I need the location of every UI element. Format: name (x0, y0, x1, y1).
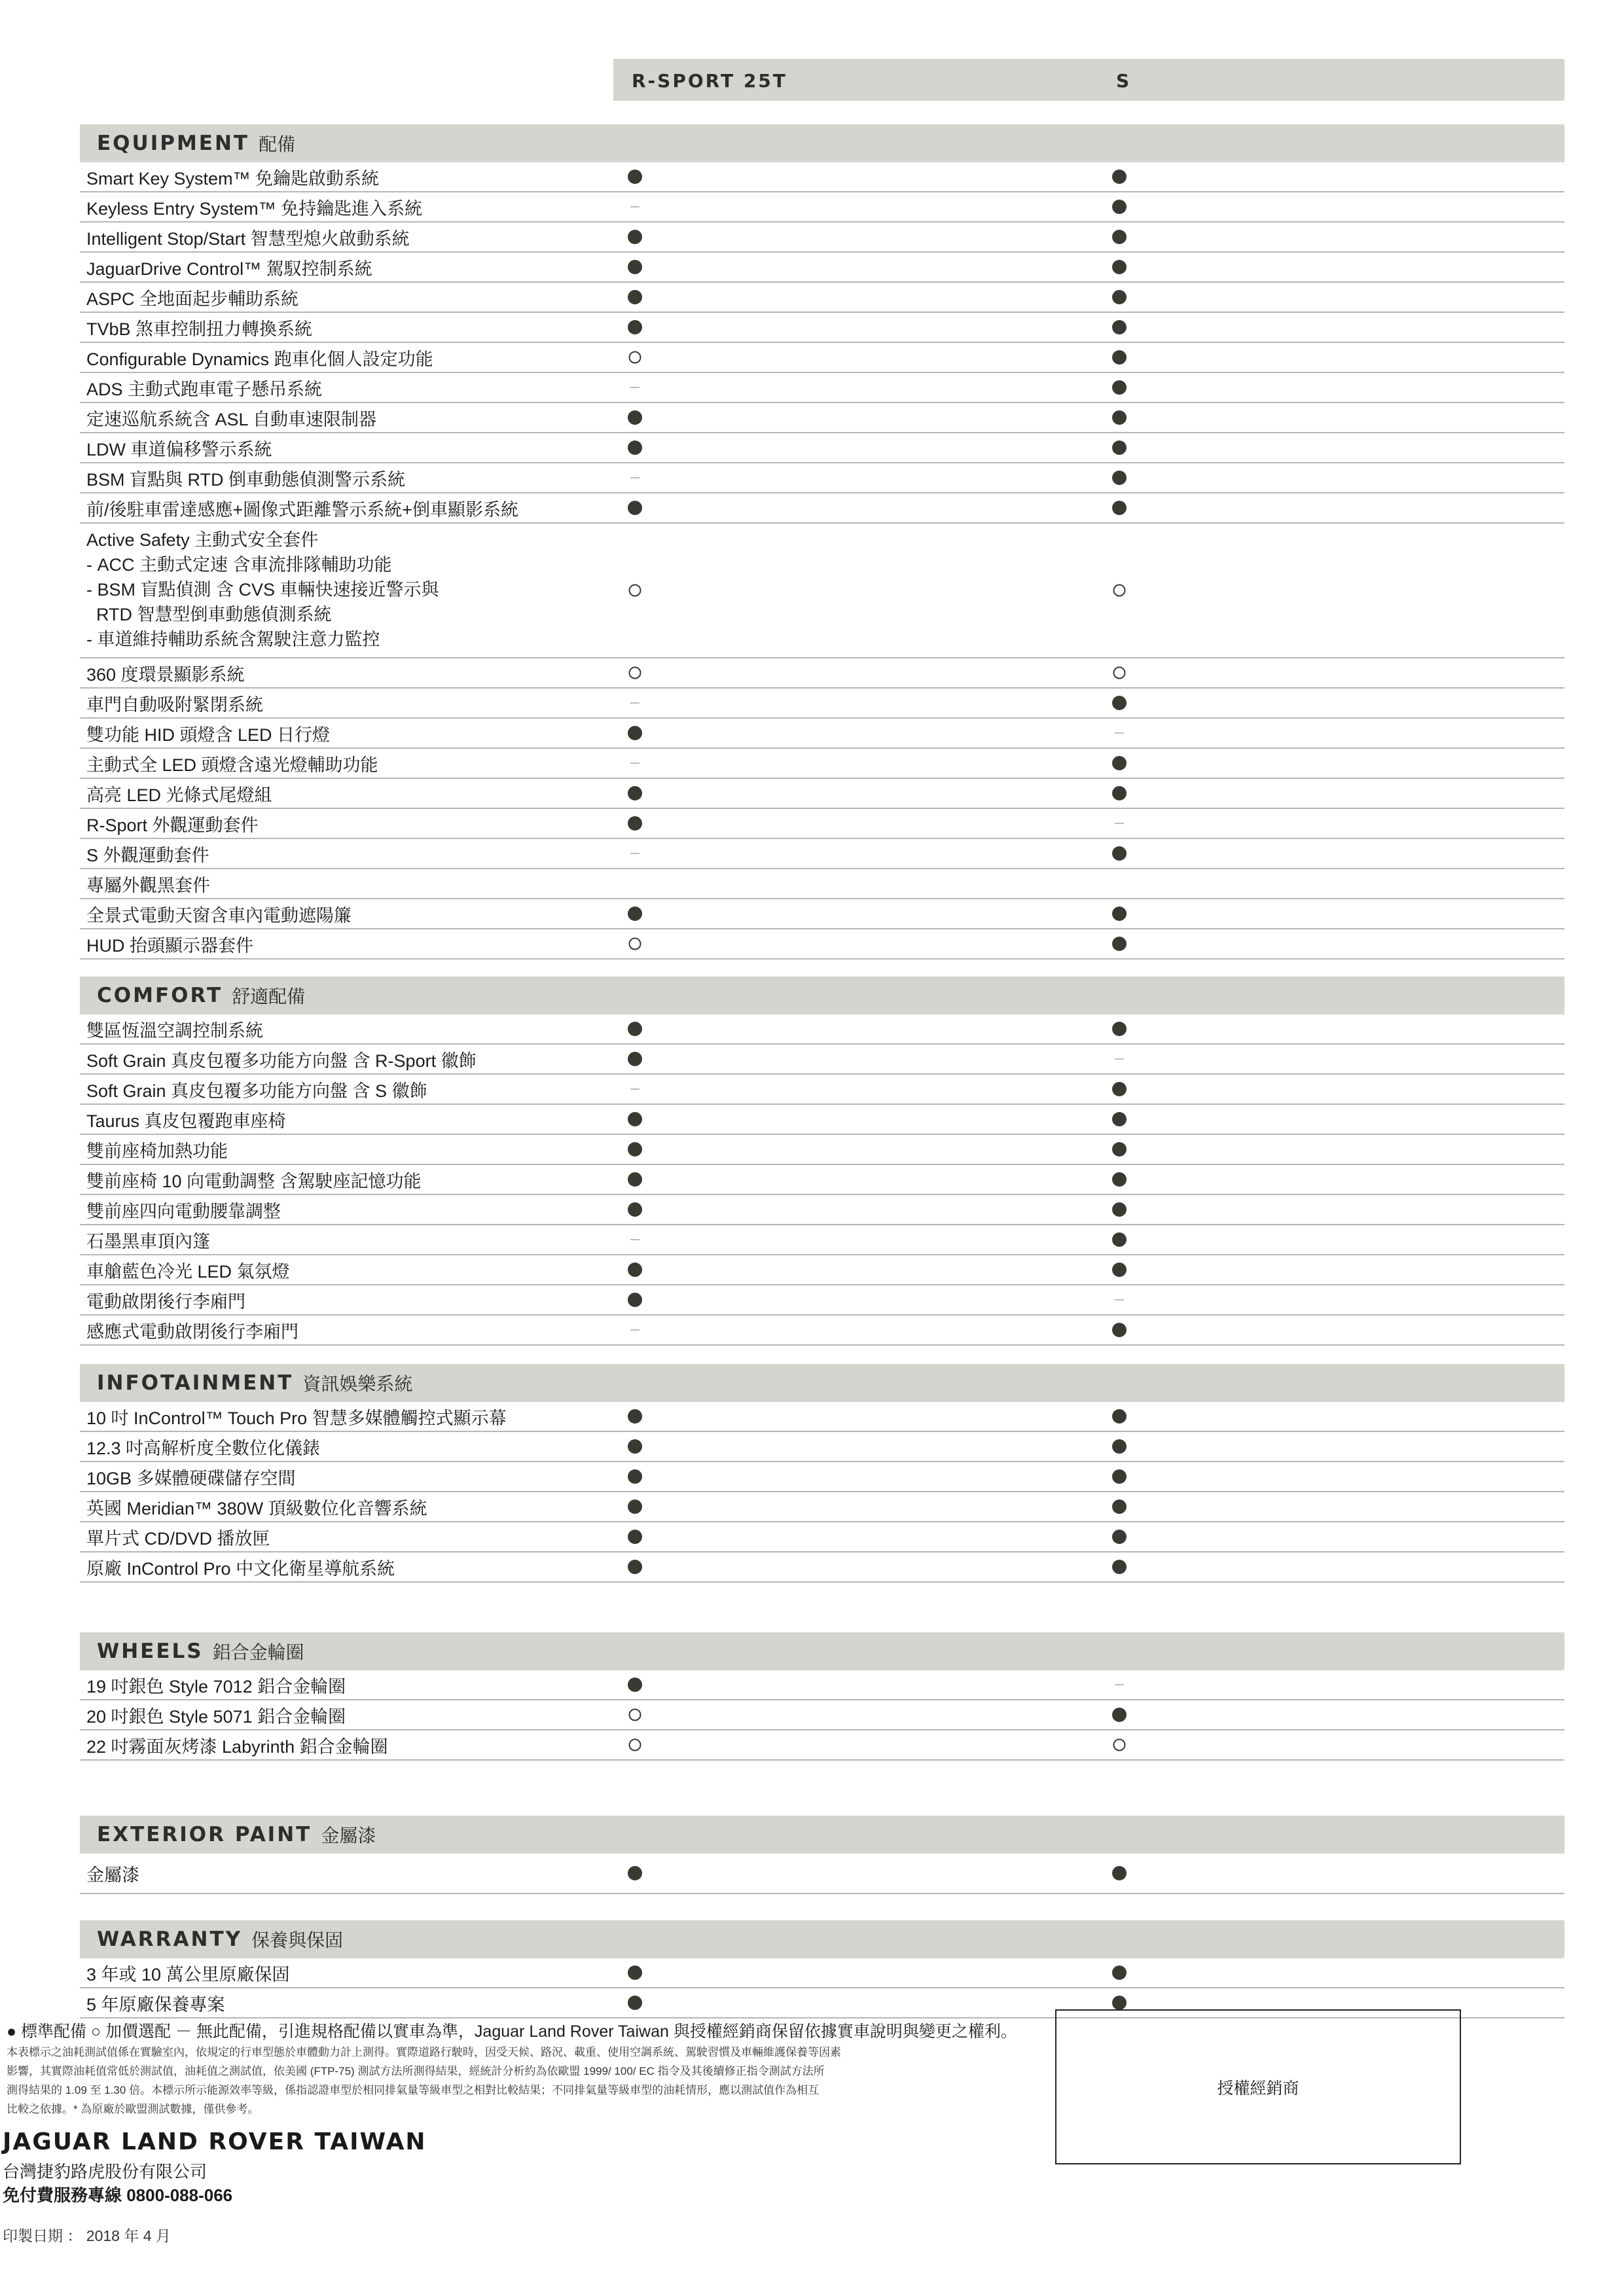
spec-label: 20 吋銀色 Style 5071 鋁合金輪圈 (86, 1706, 346, 1727)
legend-note: ● 標準配備 ○ 加價選配 － 無此配備，引進規格配備以實車為準，Jaguar Land Rover Taiwan 與授權經銷商保留依據實車說明與變更之權利。 (7, 2022, 1017, 2041)
not-available-dash-icon (630, 387, 640, 388)
standard-dot-icon (628, 440, 642, 455)
section-wheels (80, 1632, 1564, 1761)
standard-dot-icon (628, 1499, 642, 1514)
spec-label: 英國 Meridian™ 380W 頂級數位化音響系統 (86, 1498, 427, 1518)
spec-row (80, 162, 1564, 192)
not-available-dash-icon (630, 762, 640, 764)
spec-label: Soft Grain 真皮包覆多功能方向盤 含 R-Sport 徽飾 (86, 1050, 477, 1071)
spec-label: Intelligent Stop/Start 智慧型熄火啟動系統 (86, 228, 410, 249)
spec-row (80, 1958, 1564, 1988)
section-infotainment (80, 1364, 1564, 1583)
section-title-zh: 鋁合金輪圈 (212, 1642, 304, 1662)
standard-dot-icon (628, 1112, 642, 1126)
standard-dot-icon (1112, 1499, 1127, 1514)
spec-label: 10 吋 InControl™ Touch Pro 智慧多媒體觸控式顯示幕 (86, 1408, 507, 1428)
model-r-sport-25t: R-SPORT 25T (632, 70, 787, 92)
standard-dot-icon (628, 816, 642, 831)
spec-label: Taurus 真皮包覆跑車座椅 (86, 1111, 286, 1131)
standard-dot-icon (628, 1530, 642, 1544)
spec-label: 5 年原廠保養專案 (86, 1994, 225, 2015)
spec-row (80, 1670, 1564, 1700)
spec-label: 10GB 多媒體硬碟儲存空間 (86, 1468, 296, 1488)
standard-dot-icon (1112, 290, 1127, 304)
spec-row (80, 1316, 1564, 1346)
standard-dot-icon (1112, 320, 1127, 334)
standard-dot-icon (628, 1022, 642, 1036)
spec-row (80, 283, 1564, 313)
spec-row (80, 433, 1564, 463)
standard-dot-icon (1112, 1866, 1127, 1880)
standard-dot-icon (1112, 380, 1127, 395)
spec-row (80, 929, 1564, 960)
not-available-dash-icon (1115, 1684, 1124, 1685)
spec-label: 全景式電動天窗含車內電動遮陽簾 (86, 905, 352, 925)
spec-row (80, 1165, 1564, 1195)
spec-row (80, 839, 1564, 869)
standard-dot-icon (628, 1469, 642, 1484)
dealer-stamp-box: 授權經銷商 (1055, 2009, 1461, 2164)
standard-dot-icon (1112, 170, 1127, 184)
spec-row (80, 524, 1564, 658)
spec-label: 原廠 InControl Pro 中文化衛星導航系統 (86, 1558, 395, 1579)
option-circle-icon (1113, 667, 1126, 679)
standard-dot-icon (628, 1142, 642, 1157)
standard-dot-icon (628, 1439, 642, 1454)
section-paint (80, 1816, 1564, 1894)
standard-dot-icon (628, 1866, 642, 1880)
standard-dot-icon (1112, 1469, 1127, 1484)
spec-label: R-Sport 外觀運動套件 (86, 815, 259, 835)
spec-row (80, 1135, 1564, 1165)
not-available-dash-icon (630, 1088, 640, 1090)
spec-row (80, 1195, 1564, 1225)
brand-name: JAGUAR LAND ROVER TAIWAN (3, 2128, 427, 2155)
standard-dot-icon (1112, 1409, 1127, 1424)
spec-row (80, 192, 1564, 223)
spec-label: 主動式全 LED 頭燈含遠光燈輔助功能 (86, 755, 378, 775)
spec-label: 金屬漆 (86, 1865, 139, 1885)
not-available-dash-icon (630, 853, 640, 854)
not-available-dash-icon (1115, 1299, 1124, 1300)
spec-row (80, 689, 1564, 719)
standard-dot-icon (1112, 937, 1127, 951)
company-name: 台灣捷豹路虎股份有限公司 (3, 2162, 208, 2181)
not-available-dash-icon (630, 477, 640, 478)
section-header (80, 977, 1564, 1014)
standard-dot-icon (1112, 1232, 1127, 1247)
not-available-dash-icon (630, 1329, 640, 1331)
spec-row (80, 1402, 1564, 1432)
standard-dot-icon (1112, 906, 1127, 921)
section-header (80, 1816, 1564, 1854)
spec-label: 12.3 吋高解析度全數位化儀錶 (86, 1438, 321, 1458)
standard-dot-icon (628, 290, 642, 304)
section-title-zh: 金屬漆 (321, 1825, 376, 1846)
print-date: 印製日期 ： 2018 年 4 月 (3, 2227, 171, 2244)
option-circle-icon (629, 584, 641, 597)
standard-dot-icon (628, 260, 642, 274)
option-circle-icon (629, 1739, 641, 1751)
standard-dot-icon (1112, 696, 1127, 710)
spec-row (80, 899, 1564, 929)
spec-row (80, 809, 1564, 839)
spec-row (80, 373, 1564, 403)
spec-label: ADS 主動式跑車電子懸吊系統 (86, 379, 323, 399)
section-title-zh: 資訊娛樂系統 (302, 1374, 413, 1394)
spec-label: 車艙藍色冷光 LED 氣氛燈 (86, 1261, 290, 1282)
standard-dot-icon (1112, 1263, 1127, 1277)
spec-row (80, 1700, 1564, 1731)
section-comfort (80, 977, 1564, 1346)
spec-row (80, 719, 1564, 749)
standard-dot-icon (628, 170, 642, 184)
spec-label: 感應式電動啟閉後行李廂門 (86, 1321, 298, 1342)
footnotes (7, 2020, 1067, 2119)
spec-row (80, 658, 1564, 689)
spec-row (80, 1255, 1564, 1285)
spec-label: Keyless Entry System™ 免持鑰匙進入系統 (86, 198, 423, 219)
section-title-zh: 保養與保固 (251, 1930, 344, 1950)
standard-dot-icon (1112, 786, 1127, 800)
spec-label: 雙前座椅加熱功能 (86, 1141, 228, 1161)
spec-label: 19 吋銀色 Style 7012 鋁合金輪圈 (86, 1676, 346, 1696)
spec-label: JaguarDrive Control™ 駕馭控制系統 (86, 259, 372, 279)
spec-row (80, 1731, 1564, 1761)
section-title-en: INFOTAINMENT (97, 1371, 294, 1395)
spec-row (80, 1552, 1564, 1583)
section-warranty (80, 1920, 1564, 2018)
standard-dot-icon (1112, 410, 1127, 425)
standard-dot-icon (1112, 1323, 1127, 1337)
standard-dot-icon (628, 726, 642, 740)
standard-dot-icon (1112, 1142, 1127, 1157)
standard-dot-icon (628, 1052, 642, 1066)
standard-dot-icon (1112, 1172, 1127, 1187)
standard-dot-icon (628, 410, 642, 425)
not-available-dash-icon (1115, 823, 1124, 824)
section-title-en: COMFORT (97, 984, 223, 1007)
spec-row (80, 749, 1564, 779)
spec-label: 車門自動吸附緊閉系統 (86, 694, 263, 715)
spec-label: 雙區恆溫空調控制系統 (86, 1020, 263, 1041)
standard-dot-icon (628, 1409, 642, 1424)
spec-row (80, 1105, 1564, 1135)
not-available-dash-icon (630, 702, 640, 704)
standard-dot-icon (1112, 471, 1127, 485)
spec-row (80, 253, 1564, 283)
spec-label: 高亮 LED 光條式尾燈組 (86, 785, 272, 805)
standard-dot-icon (628, 1560, 642, 1574)
spec-row (80, 493, 1564, 524)
spec-label: 360 度環景顯影系統 (86, 664, 245, 685)
spec-label: 電動啟閉後行李廂門 (86, 1291, 245, 1312)
standard-dot-icon (628, 786, 642, 800)
not-available-dash-icon (630, 206, 640, 207)
section-equipment (80, 124, 1564, 960)
standard-dot-icon (628, 906, 642, 921)
standard-dot-icon (628, 1965, 642, 1980)
section-header (80, 1632, 1564, 1670)
option-circle-icon (629, 667, 641, 679)
spec-row (80, 1854, 1564, 1894)
standard-dot-icon (628, 230, 642, 244)
section-header (80, 124, 1564, 162)
spec-row (80, 1492, 1564, 1522)
standard-dot-icon (1112, 350, 1127, 365)
spec-label: S 外觀運動套件 (86, 845, 209, 865)
section-header (80, 1364, 1564, 1402)
spec-label: LDW 車道偏移警示系統 (86, 439, 272, 459)
spec-row (80, 779, 1564, 809)
standard-dot-icon (1112, 200, 1127, 214)
standard-dot-icon (1112, 1082, 1127, 1096)
standard-dot-icon (628, 1996, 642, 2010)
spec-row (80, 343, 1564, 373)
standard-dot-icon (1112, 1022, 1127, 1036)
spec-label: Soft Grain 真皮包覆多功能方向盤 含 S 徽飾 (86, 1081, 427, 1101)
not-available-dash-icon (1115, 732, 1124, 734)
spec-label: 專屬外觀黑套件 (86, 875, 210, 895)
section-title-zh: 配備 (259, 134, 296, 154)
spec-label: 雙前座四向電動腰靠調整 (86, 1201, 281, 1221)
spec-label: 石墨黑車頂內篷 (86, 1231, 210, 1251)
standard-dot-icon (1112, 756, 1127, 770)
spec-row (80, 1014, 1564, 1045)
spec-row (80, 1045, 1564, 1075)
spec-label: BSM 盲點與 RTD 倒車動態偵測警示系統 (86, 469, 406, 490)
option-circle-icon (629, 351, 641, 364)
spec-label: 定速巡航系統含 ASL 自動車速限制器 (86, 409, 377, 429)
spec-label: Active Safety 主動式安全套件 - ACC 主動式定速 含車流排隊輔助功能 - BSM 盲點偵測 含 CVS 車輛快速接近警示與 RTD 智慧型倒車動態偵測系統 - 車道維持輔助系統含駕駛注意力監控 (86, 530, 439, 649)
service-hotline: 免付費服務專線 0800-088-066 (3, 2185, 233, 2205)
spec-row (80, 1285, 1564, 1316)
spec-label: 3 年或 10 萬公里原廠保固 (86, 1964, 290, 1984)
standard-dot-icon (1112, 260, 1127, 274)
spec-row (80, 1522, 1564, 1552)
standard-dot-icon (1112, 1202, 1127, 1217)
section-header (80, 1920, 1564, 1958)
section-title-en: WHEELS (97, 1640, 204, 1663)
not-available-dash-icon (630, 1239, 640, 1240)
spec-label: TVbB 煞車控制扭力轉換系統 (86, 319, 313, 339)
standard-dot-icon (628, 501, 642, 515)
not-available-dash-icon (1115, 1058, 1124, 1060)
spec-row (80, 403, 1564, 433)
spec-row (80, 1075, 1564, 1105)
model-header-bar (613, 59, 1564, 101)
standard-dot-icon (628, 1263, 642, 1277)
spec-row (80, 223, 1564, 253)
section-title-zh: 舒適配備 (232, 986, 306, 1007)
standard-dot-icon (1112, 501, 1127, 515)
standard-dot-icon (628, 1172, 642, 1187)
spec-row (80, 463, 1564, 493)
option-circle-icon (629, 938, 641, 950)
spec-label: Configurable Dynamics 跑車化個人設定功能 (86, 349, 433, 369)
spec-row (80, 1432, 1564, 1462)
standard-dot-icon (1112, 1996, 1127, 2010)
standard-dot-icon (1112, 1530, 1127, 1544)
spec-label: Smart Key System™ 免鑰匙啟動系統 (86, 168, 380, 188)
spec-label: 雙前座椅 10 向電動調整 含駕駛座記憶功能 (86, 1171, 422, 1191)
section-title-en: WARRANTY (97, 1928, 243, 1951)
standard-dot-icon (1112, 1708, 1127, 1722)
spec-label: 前/後駐車雷達感應+圖像式距離警示系統+倒車顯影系統 (86, 499, 519, 520)
spec-label: 單片式 CD/DVD 播放匣 (86, 1528, 270, 1549)
model-s: S (1116, 70, 1132, 92)
standard-dot-icon (628, 320, 642, 334)
spec-label: 22 吋霧面灰烤漆 Labyrinth 鋁合金輪圈 (86, 1736, 388, 1757)
standard-dot-icon (1112, 1965, 1127, 1980)
spec-label: HUD 抬頭顯示器套件 (86, 935, 253, 956)
standard-dot-icon (1112, 1112, 1127, 1126)
standard-dot-icon (1112, 1560, 1127, 1574)
spec-row (80, 869, 1564, 899)
option-circle-icon (629, 1709, 641, 1721)
spec-label: ASPC 全地面起步輔助系統 (86, 289, 299, 309)
spec-row (80, 1462, 1564, 1492)
option-circle-icon (1113, 1739, 1126, 1751)
standard-dot-icon (628, 1293, 642, 1307)
standard-dot-icon (1112, 230, 1127, 244)
standard-dot-icon (1112, 440, 1127, 455)
option-circle-icon (1113, 584, 1126, 597)
standard-dot-icon (628, 1202, 642, 1217)
standard-dot-icon (1112, 846, 1127, 861)
section-title-en: EQUIPMENT (97, 132, 250, 155)
spec-row (80, 313, 1564, 343)
fuel-disclaimer: 本表標示之油耗測試值係在實驗室內，依規定的行車型態於車體動力計上測得。實際道路行駛時，因受天候、路況、載重、使用空調系統、駕駛習慣及車輛維護保養等因素 影響，其實際油耗值常低於測試值，油耗值之測試值，依美國 (FTP-75) 測試方法所測得結果，經統計分析約為依歐盟 1999/ 100/ EC 指令及其後續修正指令測試方法所 測得結果的 1.09 至 1.30 倍。本標示所示能源效率等級，係指認證車型於相同排氣量等級車型之相對比較結果；不同排氣量等級車型的油耗情形，應以測試值作為相互 比較之依據。* 為原廠於歐盟測試數據，僅供參考。 (7, 2046, 841, 2115)
spec-label: 雙功能 HID 頭燈含 LED 日行燈 (86, 725, 331, 745)
section-title-en: EXTERIOR PAINT (97, 1823, 312, 1846)
standard-dot-icon (628, 1677, 642, 1692)
spec-row (80, 1225, 1564, 1255)
standard-dot-icon (1112, 1439, 1127, 1454)
